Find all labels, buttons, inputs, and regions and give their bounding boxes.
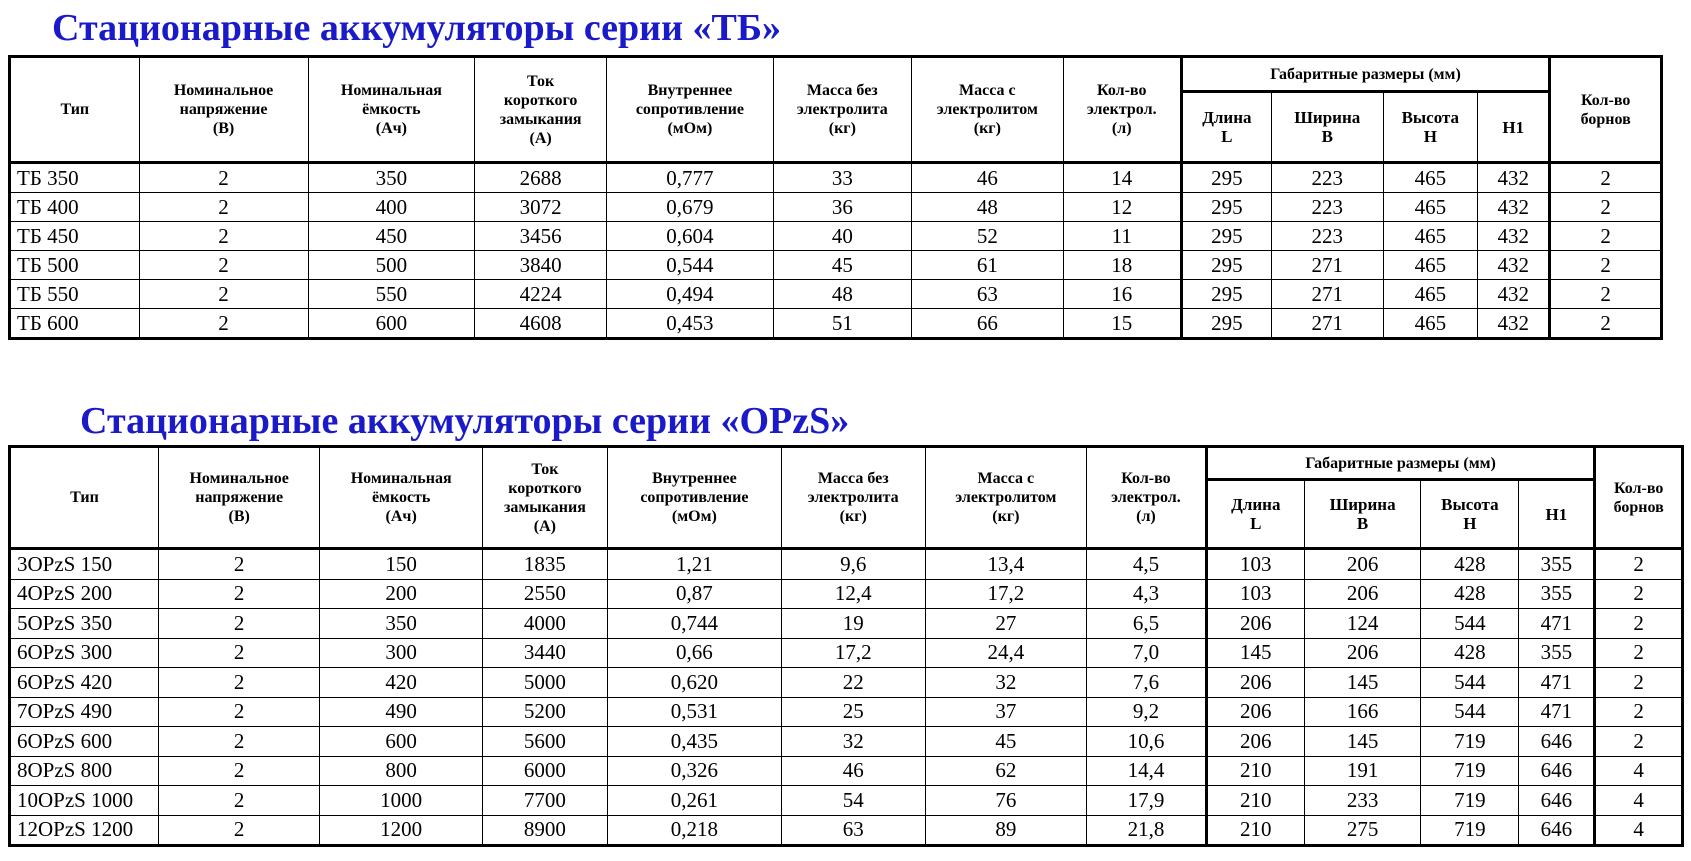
cell-type: ТБ 450 xyxy=(10,222,140,251)
col-capacity-header: Номинальная ёмкость (Ач) xyxy=(320,447,483,549)
table-row xyxy=(10,609,1683,639)
cell-capacity: 500 xyxy=(308,251,475,280)
cell-height: 719 xyxy=(1421,786,1519,816)
cell-voltage: 2 xyxy=(158,786,319,816)
cell-mass-dry: 63 xyxy=(781,815,925,846)
col-electrolyte-header: Кол-во электрол. (л) xyxy=(1087,447,1207,549)
cell-mass-dry: 12,4 xyxy=(781,579,925,609)
cell-short-circuit: 1835 xyxy=(482,549,607,580)
cell-width: 124 xyxy=(1304,609,1421,639)
table-body xyxy=(10,163,1662,339)
cell-resistance: 0,494 xyxy=(607,280,774,309)
table-row xyxy=(10,222,1662,251)
cell-electrolyte: 16 xyxy=(1063,280,1181,309)
table-row xyxy=(10,786,1683,816)
cell-mass-wet: 89 xyxy=(925,815,1086,846)
cell-type: ТБ 550 xyxy=(10,280,140,309)
col-length-header: Длина L xyxy=(1181,92,1271,163)
cell-length: 103 xyxy=(1206,549,1304,580)
cell-terminals: 2 xyxy=(1550,280,1662,309)
cell-mass-dry: 32 xyxy=(781,727,925,757)
cell-voltage: 2 xyxy=(139,222,308,251)
cell-h1: 355 xyxy=(1519,549,1595,580)
cell-electrolyte: 12 xyxy=(1063,193,1181,222)
cell-capacity: 400 xyxy=(308,193,475,222)
cell-resistance: 0,435 xyxy=(607,727,781,757)
cell-resistance: 0,66 xyxy=(607,638,781,668)
cell-capacity: 350 xyxy=(320,609,483,639)
cell-capacity: 600 xyxy=(320,727,483,757)
cell-voltage: 2 xyxy=(139,193,308,222)
cell-terminals: 2 xyxy=(1550,309,1662,339)
col-voltage-header: Номинальное напряжение (В) xyxy=(158,447,319,549)
cell-resistance: 0,218 xyxy=(607,815,781,846)
cell-mass-wet: 37 xyxy=(925,697,1086,727)
cell-short-circuit: 3440 xyxy=(482,638,607,668)
cell-short-circuit: 7700 xyxy=(482,786,607,816)
opzs-spec-table xyxy=(8,445,1684,847)
cell-width: 223 xyxy=(1272,193,1384,222)
cell-length: 295 xyxy=(1181,163,1271,193)
cell-length: 295 xyxy=(1181,193,1271,222)
cell-electrolyte: 18 xyxy=(1063,251,1181,280)
cell-terminals: 2 xyxy=(1595,609,1683,639)
cell-mass-dry: 9,6 xyxy=(781,549,925,580)
cell-mass-wet: 32 xyxy=(925,668,1086,698)
cell-h1: 432 xyxy=(1478,280,1550,309)
cell-mass-dry: 19 xyxy=(781,609,925,639)
cell-length: 103 xyxy=(1206,579,1304,609)
col-mass-dry-header: Масса без электролита (кг) xyxy=(773,57,911,163)
cell-mass-dry: 46 xyxy=(781,756,925,786)
col-mass-wet-header: Масса с электролитом (кг) xyxy=(925,447,1086,549)
cell-voltage: 2 xyxy=(139,163,308,193)
cell-mass-wet: 76 xyxy=(925,786,1086,816)
cell-capacity: 420 xyxy=(320,668,483,698)
cell-short-circuit: 5200 xyxy=(482,697,607,727)
cell-h1: 432 xyxy=(1478,309,1550,339)
cell-width: 145 xyxy=(1304,727,1421,757)
cell-h1: 432 xyxy=(1478,163,1550,193)
cell-capacity: 200 xyxy=(320,579,483,609)
cell-electrolyte: 17,9 xyxy=(1087,786,1207,816)
cell-mass-dry: 48 xyxy=(773,280,911,309)
cell-electrolyte: 14,4 xyxy=(1087,756,1207,786)
cell-terminals: 2 xyxy=(1595,697,1683,727)
cell-width: 275 xyxy=(1304,815,1421,846)
cell-length: 206 xyxy=(1206,697,1304,727)
cell-length: 295 xyxy=(1181,280,1271,309)
cell-h1: 432 xyxy=(1478,193,1550,222)
cell-length: 206 xyxy=(1206,609,1304,639)
cell-width: 206 xyxy=(1304,579,1421,609)
cell-height: 465 xyxy=(1383,280,1478,309)
cell-mass-dry: 25 xyxy=(781,697,925,727)
cell-electrolyte: 15 xyxy=(1063,309,1181,339)
cell-width: 206 xyxy=(1304,638,1421,668)
cell-height: 544 xyxy=(1421,697,1519,727)
table-row xyxy=(10,815,1683,846)
cell-electrolyte: 14 xyxy=(1063,163,1181,193)
cell-capacity: 800 xyxy=(320,756,483,786)
cell-short-circuit: 8900 xyxy=(482,815,607,846)
cell-mass-wet: 61 xyxy=(911,251,1063,280)
tb-spec-table xyxy=(8,55,1663,340)
table-row xyxy=(10,668,1683,698)
cell-mass-wet: 13,4 xyxy=(925,549,1086,580)
cell-electrolyte: 4,5 xyxy=(1087,549,1207,580)
cell-height: 719 xyxy=(1421,756,1519,786)
cell-short-circuit: 3072 xyxy=(475,193,607,222)
cell-voltage: 2 xyxy=(158,815,319,846)
cell-height: 544 xyxy=(1421,668,1519,698)
cell-mass-wet: 63 xyxy=(911,280,1063,309)
cell-resistance: 0,604 xyxy=(607,222,774,251)
cell-short-circuit: 5000 xyxy=(482,668,607,698)
cell-short-circuit: 3840 xyxy=(475,251,607,280)
cell-type: 4OPzS 200 xyxy=(10,579,159,609)
dimensions-group-header: Габаритные размеры (мм) xyxy=(1181,57,1550,92)
col-short-circuit-header: Ток короткого замыкания (А) xyxy=(482,447,607,549)
cell-h1: 646 xyxy=(1519,756,1595,786)
cell-mass-wet: 24,4 xyxy=(925,638,1086,668)
cell-voltage: 2 xyxy=(139,251,308,280)
cell-terminals: 4 xyxy=(1595,815,1683,846)
col-width-header: Ширина B xyxy=(1272,92,1384,163)
cell-width: 223 xyxy=(1272,163,1384,193)
cell-voltage: 2 xyxy=(158,638,319,668)
cell-mass-dry: 36 xyxy=(773,193,911,222)
cell-terminals: 2 xyxy=(1595,638,1683,668)
cell-capacity: 490 xyxy=(320,697,483,727)
cell-width: 166 xyxy=(1304,697,1421,727)
cell-mass-wet: 52 xyxy=(911,222,1063,251)
cell-short-circuit: 4608 xyxy=(475,309,607,339)
cell-length: 206 xyxy=(1206,668,1304,698)
cell-mass-wet: 17,2 xyxy=(925,579,1086,609)
cell-type: 6OPzS 600 xyxy=(10,727,159,757)
cell-type: 6OPzS 420 xyxy=(10,668,159,698)
cell-electrolyte: 7,6 xyxy=(1087,668,1207,698)
cell-width: 233 xyxy=(1304,786,1421,816)
tb-series-title: Стационарные аккумуляторы серии «ТБ» xyxy=(52,7,781,49)
cell-voltage: 2 xyxy=(158,727,319,757)
cell-h1: 646 xyxy=(1519,727,1595,757)
cell-terminals: 2 xyxy=(1595,549,1683,580)
cell-capacity: 450 xyxy=(308,222,475,251)
cell-voltage: 2 xyxy=(158,579,319,609)
cell-capacity: 300 xyxy=(320,638,483,668)
cell-type: 5OPzS 350 xyxy=(10,609,159,639)
cell-short-circuit: 3456 xyxy=(475,222,607,251)
cell-h1: 646 xyxy=(1519,815,1595,846)
cell-resistance: 0,326 xyxy=(607,756,781,786)
table-row xyxy=(10,251,1662,280)
col-short-circuit-header: Ток короткого замыкания (А) xyxy=(475,57,607,163)
table-row xyxy=(10,193,1662,222)
cell-width: 206 xyxy=(1304,549,1421,580)
cell-voltage: 2 xyxy=(158,697,319,727)
cell-terminals: 2 xyxy=(1595,727,1683,757)
cell-height: 719 xyxy=(1421,815,1519,846)
cell-type: 8OPzS 800 xyxy=(10,756,159,786)
cell-capacity: 600 xyxy=(308,309,475,339)
cell-mass-dry: 45 xyxy=(773,251,911,280)
table-row xyxy=(10,280,1662,309)
cell-mass-wet: 45 xyxy=(925,727,1086,757)
col-type-header: Тип xyxy=(10,447,159,549)
col-terminals-header: Кол-во борнов xyxy=(1550,57,1662,163)
cell-capacity: 1200 xyxy=(320,815,483,846)
col-resistance-header: Внутреннее сопротивление (мОм) xyxy=(607,57,774,163)
cell-height: 428 xyxy=(1421,579,1519,609)
table-row xyxy=(10,697,1683,727)
cell-type: ТБ 350 xyxy=(10,163,140,193)
cell-terminals: 2 xyxy=(1550,251,1662,280)
cell-h1: 432 xyxy=(1478,222,1550,251)
cell-terminals: 2 xyxy=(1595,668,1683,698)
cell-width: 145 xyxy=(1304,668,1421,698)
cell-capacity: 150 xyxy=(320,549,483,580)
cell-width: 223 xyxy=(1272,222,1384,251)
col-mass-dry-header: Масса без электролита (кг) xyxy=(781,447,925,549)
cell-electrolyte: 21,8 xyxy=(1087,815,1207,846)
table-row xyxy=(10,549,1683,580)
cell-height: 465 xyxy=(1383,309,1478,339)
col-resistance-header: Внутреннее сопротивление (мОм) xyxy=(607,447,781,549)
cell-h1: 646 xyxy=(1519,786,1595,816)
cell-voltage: 2 xyxy=(158,756,319,786)
col-voltage-header: Номинальное напряжение (В) xyxy=(139,57,308,163)
cell-electrolyte: 6,5 xyxy=(1087,609,1207,639)
cell-height: 428 xyxy=(1421,638,1519,668)
cell-resistance: 0,453 xyxy=(607,309,774,339)
cell-h1: 355 xyxy=(1519,579,1595,609)
cell-length: 210 xyxy=(1206,815,1304,846)
cell-voltage: 2 xyxy=(158,549,319,580)
cell-length: 206 xyxy=(1206,727,1304,757)
cell-resistance: 0,261 xyxy=(607,786,781,816)
cell-h1: 471 xyxy=(1519,668,1595,698)
cell-electrolyte: 9,2 xyxy=(1087,697,1207,727)
table-header xyxy=(10,447,1683,549)
cell-resistance: 0,620 xyxy=(607,668,781,698)
table-row xyxy=(10,638,1683,668)
cell-length: 210 xyxy=(1206,756,1304,786)
col-height-header: Высота H xyxy=(1383,92,1478,163)
cell-mass-wet: 48 xyxy=(911,193,1063,222)
cell-length: 295 xyxy=(1181,222,1271,251)
opzs-series-title: Стационарные аккумуляторы серии «OPzS» xyxy=(80,400,850,442)
cell-terminals: 4 xyxy=(1595,786,1683,816)
cell-mass-dry: 40 xyxy=(773,222,911,251)
dimensions-group-header: Габаритные размеры (мм) xyxy=(1206,447,1595,480)
cell-short-circuit: 4000 xyxy=(482,609,607,639)
cell-mass-wet: 62 xyxy=(925,756,1086,786)
cell-height: 465 xyxy=(1383,251,1478,280)
cell-length: 210 xyxy=(1206,786,1304,816)
cell-mass-dry: 54 xyxy=(781,786,925,816)
col-h1-header: H1 xyxy=(1519,480,1595,549)
col-mass-wet-header: Масса с электролитом (кг) xyxy=(911,57,1063,163)
cell-resistance: 0,544 xyxy=(607,251,774,280)
cell-resistance: 0,87 xyxy=(607,579,781,609)
col-electrolyte-header: Кол-во электрол. (л) xyxy=(1063,57,1181,163)
cell-length: 295 xyxy=(1181,251,1271,280)
table-row xyxy=(10,163,1662,193)
cell-height: 428 xyxy=(1421,549,1519,580)
cell-electrolyte: 11 xyxy=(1063,222,1181,251)
cell-h1: 471 xyxy=(1519,697,1595,727)
cell-short-circuit: 4224 xyxy=(475,280,607,309)
cell-capacity: 350 xyxy=(308,163,475,193)
cell-terminals: 2 xyxy=(1550,193,1662,222)
cell-mass-dry: 51 xyxy=(773,309,911,339)
cell-terminals: 2 xyxy=(1550,222,1662,251)
cell-resistance: 0,744 xyxy=(607,609,781,639)
cell-resistance: 0,531 xyxy=(607,697,781,727)
cell-type: ТБ 400 xyxy=(10,193,140,222)
cell-electrolyte: 10,6 xyxy=(1087,727,1207,757)
cell-h1: 471 xyxy=(1519,609,1595,639)
cell-width: 271 xyxy=(1272,251,1384,280)
cell-height: 465 xyxy=(1383,222,1478,251)
table-body xyxy=(10,549,1683,846)
col-height-header: Высота H xyxy=(1421,480,1519,549)
cell-terminals: 2 xyxy=(1550,163,1662,193)
cell-short-circuit: 2688 xyxy=(475,163,607,193)
cell-voltage: 2 xyxy=(139,280,308,309)
cell-h1: 355 xyxy=(1519,638,1595,668)
cell-type: 10OPzS 1000 xyxy=(10,786,159,816)
cell-mass-wet: 27 xyxy=(925,609,1086,639)
cell-height: 465 xyxy=(1383,163,1478,193)
cell-electrolyte: 7,0 xyxy=(1087,638,1207,668)
cell-type: 3OPzS 150 xyxy=(10,549,159,580)
cell-terminals: 2 xyxy=(1595,579,1683,609)
cell-height: 465 xyxy=(1383,193,1478,222)
cell-voltage: 2 xyxy=(158,668,319,698)
cell-height: 544 xyxy=(1421,609,1519,639)
cell-short-circuit: 2550 xyxy=(482,579,607,609)
cell-voltage: 2 xyxy=(139,309,308,339)
cell-type: 12OPzS 1200 xyxy=(10,815,159,846)
table-row xyxy=(10,309,1662,339)
cell-height: 719 xyxy=(1421,727,1519,757)
col-h1-header: H1 xyxy=(1478,92,1550,163)
cell-electrolyte: 4,3 xyxy=(1087,579,1207,609)
cell-mass-wet: 66 xyxy=(911,309,1063,339)
cell-width: 271 xyxy=(1272,280,1384,309)
col-length-header: Длина L xyxy=(1206,480,1304,549)
cell-mass-dry: 33 xyxy=(773,163,911,193)
cell-mass-dry: 17,2 xyxy=(781,638,925,668)
cell-h1: 432 xyxy=(1478,251,1550,280)
cell-mass-wet: 46 xyxy=(911,163,1063,193)
cell-resistance: 1,21 xyxy=(607,549,781,580)
cell-short-circuit: 5600 xyxy=(482,727,607,757)
cell-width: 271 xyxy=(1272,309,1384,339)
cell-type: 7OPzS 490 xyxy=(10,697,159,727)
cell-terminals: 4 xyxy=(1595,756,1683,786)
cell-capacity: 1000 xyxy=(320,786,483,816)
cell-type: ТБ 600 xyxy=(10,309,140,339)
cell-mass-dry: 22 xyxy=(781,668,925,698)
cell-short-circuit: 6000 xyxy=(482,756,607,786)
cell-resistance: 0,777 xyxy=(607,163,774,193)
cell-voltage: 2 xyxy=(158,609,319,639)
col-type-header: Тип xyxy=(10,57,140,163)
cell-width: 191 xyxy=(1304,756,1421,786)
col-terminals-header: Кол-во борнов xyxy=(1595,447,1683,549)
cell-type: 6OPzS 300 xyxy=(10,638,159,668)
table-row xyxy=(10,579,1683,609)
table-row xyxy=(10,756,1683,786)
col-width-header: Ширина B xyxy=(1304,480,1421,549)
cell-length: 295 xyxy=(1181,309,1271,339)
col-capacity-header: Номинальная ёмкость (Ач) xyxy=(308,57,475,163)
table-header xyxy=(10,57,1662,163)
cell-type: ТБ 500 xyxy=(10,251,140,280)
cell-capacity: 550 xyxy=(308,280,475,309)
cell-resistance: 0,679 xyxy=(607,193,774,222)
cell-length: 145 xyxy=(1206,638,1304,668)
table-row xyxy=(10,727,1683,757)
